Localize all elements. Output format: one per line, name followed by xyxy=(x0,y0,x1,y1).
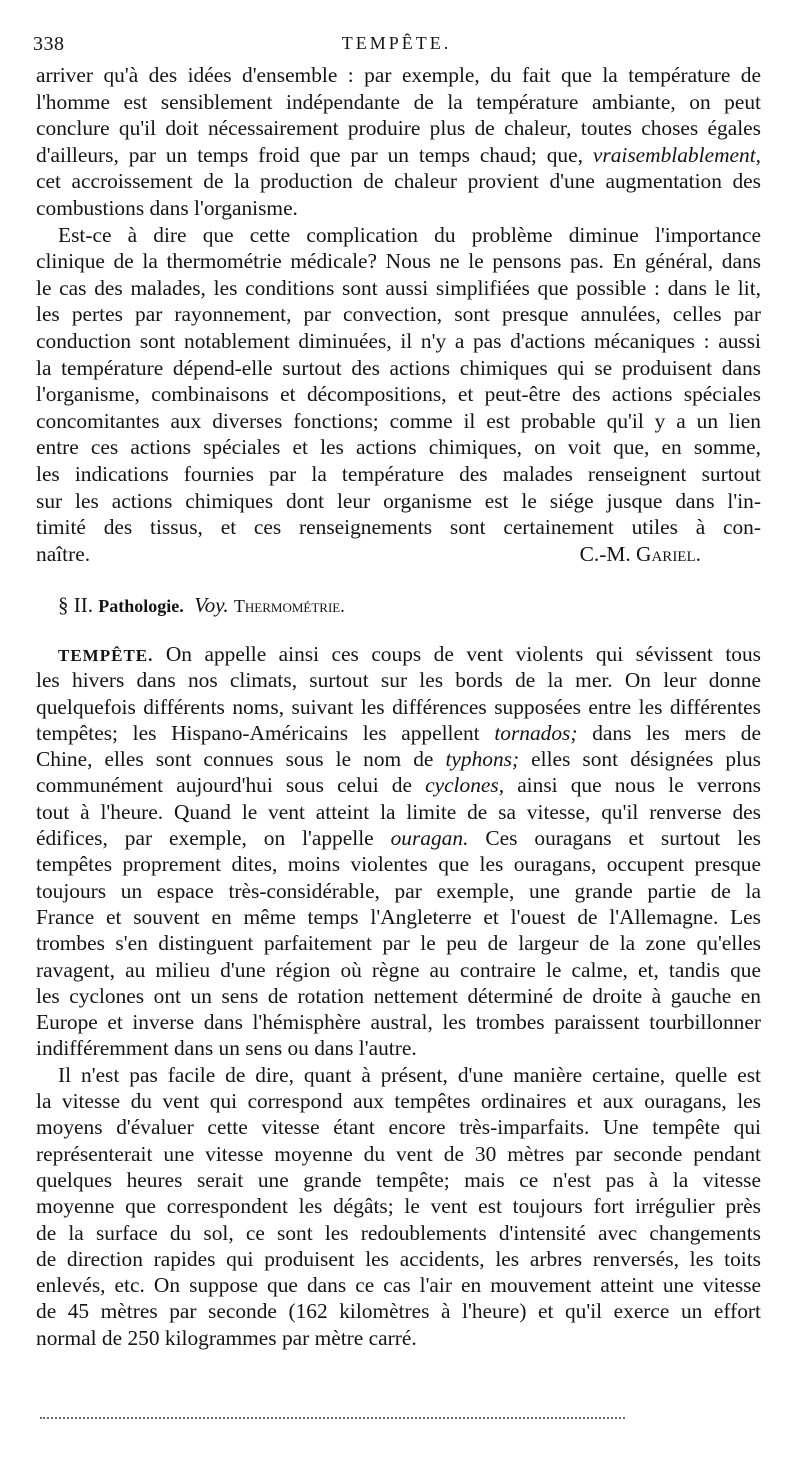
text-line: quelques heures serait une grande tempête; mais ce n'est pas à la vitesse xyxy=(36,1167,761,1192)
text-line: sur les actions chimiques dont leur organisme est le siége jusque dans l'in- xyxy=(36,488,761,513)
text-line: cet accroissement de la production de chaleur provient d'une augmentation des xyxy=(36,169,761,194)
see-reference: Voy. xyxy=(194,593,229,617)
text-line: représenterait une vitesse moyenne du vent de 30 mètres par seconde pendant xyxy=(36,1141,761,1166)
text-line: l'homme est sensiblement indépendante de la température ambiante, on peut xyxy=(36,89,761,114)
text-line: tempêtes proprement dites, moins violentes que les ouragans, occupent presque xyxy=(36,852,761,877)
text-line: les pertes par rayonnement, par convection, sont presque annulées, celles par xyxy=(36,302,761,327)
cross-reference: Thermométrie. xyxy=(233,596,345,616)
text-segment: elles sont désignées plus xyxy=(531,747,761,772)
text-line: clinique de la thermométrie médicale? Nous ne le pensons pas. En général, dans xyxy=(36,249,761,274)
text-line: de direction rapides qui produisent les accidents, les arbres renversés, les toits xyxy=(36,1246,761,1271)
text-line: Europe et inverse dans l'hémisphère austral, les trombes paraissent tourbillonner xyxy=(36,1010,761,1035)
text-line: trombes s'en distinguent parfaitement par le peu de largeur de la zone qu'elles xyxy=(36,931,761,956)
text-line: conduction sont notablement diminuées, il n'y a pas d'actions mécaniques : aussi xyxy=(36,328,761,353)
page-number: 338 xyxy=(33,33,65,55)
text-line: moyenne que correspondent les dégâts; le vent est toujours fort irrégulier près xyxy=(36,1194,761,1219)
text-line: tout à l'heure. Quand le vent atteint la limite de sa vitesse, qu'il renverse des xyxy=(36,799,761,824)
section-heading xyxy=(58,593,345,618)
text-line: le cas des malades, les conditions sont aussi simplifiées que possible : dans le lit, xyxy=(36,275,761,300)
section-label: Pathologie. xyxy=(98,596,184,616)
italic-term: typhons; xyxy=(445,747,520,772)
text-line: Est-ce à dire que cette complication du problème diminue l'importance xyxy=(58,222,761,247)
footer-dotted-rule xyxy=(40,1417,625,1419)
text-line: la vitesse du vent qui correspond aux tempêtes ordinaires et aux ouragans, les xyxy=(36,1089,761,1114)
text-line: normal de 250 kilogrammes par mètre carré. xyxy=(36,1325,417,1350)
italic-term: ouragan. xyxy=(390,826,469,851)
text-line: toujours un espace très-considérable, par exemple, une grande partie de la xyxy=(36,878,761,903)
text-segment: d'ailleurs, par un temps froid que par un temps chaud; que, xyxy=(36,142,583,167)
text-line xyxy=(36,641,761,667)
text-line: moyens d'évaluer cette vitesse étant encore très-imparfaits. Une tempête qui xyxy=(36,1115,761,1140)
text-line: ravagent, au milieu d'une région où règne au contraire le calme, et, tandis que xyxy=(36,957,761,982)
text-line: quelquefois différents noms, suivant les différences supposées entre les différentes xyxy=(36,694,761,719)
text-line xyxy=(36,746,761,772)
text-line: Il n'est pas facile de dire, quant à présent, d'une manière certaine, quelle est xyxy=(58,1062,761,1087)
italic-term: tornados; xyxy=(494,720,578,745)
article-continuation xyxy=(36,62,761,567)
text-segment: On appelle ainsi ces coups de vent violents qui sévissent tous xyxy=(165,642,761,666)
text-line xyxy=(36,720,761,746)
running-title: TEMPÊTE. xyxy=(341,33,452,53)
text-line: la température dépend-elle surtout des actions chimiques qui se produisent dans xyxy=(36,355,761,380)
text-line: entre ces actions spéciales et les actions chimiques, on voit que, en somme, xyxy=(36,435,761,460)
text-line xyxy=(36,142,761,169)
text-line: indifféremment dans un sens ou dans l'autre. xyxy=(36,1036,417,1061)
text-line: conclure qu'il doit nécessairement produire plus de chaleur, toutes choses égales xyxy=(36,116,761,141)
text-line: timité des tissus, et ces renseignements sont certainement utiles à con- xyxy=(36,515,761,540)
text-segment: Ces ouragans et surtout les xyxy=(485,826,762,851)
text-segment: ainsi que nous le verrons xyxy=(517,773,761,798)
text-line: enlevés, etc. On suppose que dans ce cas l'air en mouvement atteint une vitesse xyxy=(36,1273,761,1298)
article-tempete xyxy=(36,641,761,1351)
text-segment: communément aujourd'hui sous celui de xyxy=(36,773,412,798)
text-line: de 45 mètres par seconde (162 kilomètres à l'heure) et qu'il exerce un effort xyxy=(36,1299,761,1324)
text-line xyxy=(36,825,761,851)
text-line: combustions dans l'organisme. xyxy=(36,195,298,220)
text-segment: Chine, elles sont connues sous le nom de xyxy=(36,747,434,772)
text-segment: dans les mers de xyxy=(592,720,761,745)
text-line: les cyclones ont un sens de rotation nettement déterminé de droite à gauche en xyxy=(36,983,761,1008)
text-line xyxy=(36,772,761,798)
running-head xyxy=(33,33,760,59)
text-line: concomitantes aux diverses fonctions; comme il est probable qu'il y a un lien xyxy=(36,408,761,433)
text-line: les hivers dans nos climats, surtout sur les bords de la mer. On leur donne xyxy=(36,668,761,693)
italic-term: vraisemblablement, xyxy=(592,142,761,167)
entry-headword: TEMPÊTE. xyxy=(58,646,154,665)
section-number: § II. xyxy=(58,593,93,617)
closing-line xyxy=(36,541,761,568)
text-line: de la surface du sol, ce sont les redoublements d'intensité avec changements xyxy=(36,1220,761,1245)
text-segment: édifices, par exemple, on l'appelle xyxy=(36,826,374,851)
text-line: naître. xyxy=(36,541,91,566)
text-line: arriver qu'à des idées d'ensemble : par exemple, du fait que la température de xyxy=(36,63,761,87)
text-line: France et souvent en même temps l'Angleterre et l'ouest de l'Allemagne. Les xyxy=(36,904,761,929)
italic-term: cyclones, xyxy=(425,773,505,798)
text-line: l'organisme, combinaisons et décompositions, et peut-être des actions spéciales xyxy=(36,382,761,407)
text-segment: tempêtes; les Hispano-Américains les appellent xyxy=(36,720,480,745)
author-signature: C.-M. Gariel. xyxy=(579,541,701,566)
text-line: les indications fournies par la température des malades renseignent surtout xyxy=(36,461,761,486)
